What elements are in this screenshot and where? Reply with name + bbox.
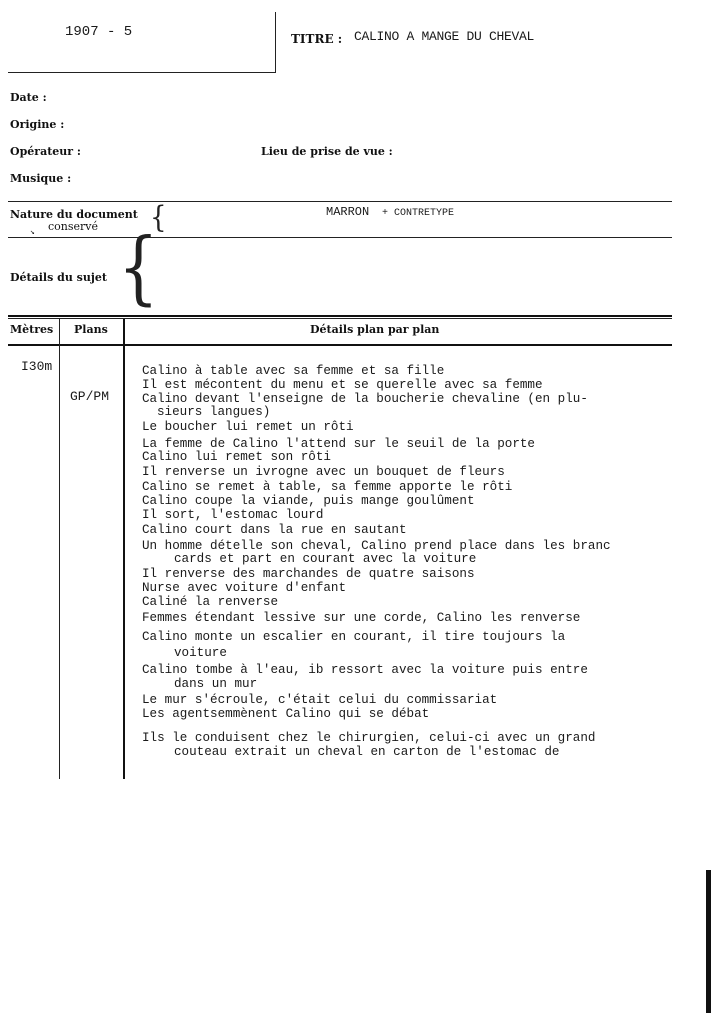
detail-line: Il est mécontent du menu et se querelle avec sa femme xyxy=(142,378,543,392)
col-header-plans: Plans xyxy=(74,323,108,336)
detail-line: Nurse avec voiture d'enfant xyxy=(142,581,347,595)
col-separator-metres xyxy=(59,319,60,779)
header-box-bottom-border xyxy=(8,72,276,73)
nature-value: MARRON xyxy=(326,205,370,219)
col-header-metres: Mètres xyxy=(10,323,54,336)
detail-line: Caliné la renverse xyxy=(142,595,279,609)
plans-value: GP/PM xyxy=(70,389,110,404)
col-header-details: Détails plan par plan xyxy=(310,323,440,336)
detail-line: Calino tombe à l'eau, ib ressort avec la voiture puis entre xyxy=(142,663,588,677)
detail-line: Il renverse des marchandes de quatre saisons xyxy=(142,567,475,581)
nature-label-line2: conservé xyxy=(48,220,99,233)
details-sujet-label: Détails du sujet xyxy=(10,271,107,284)
header-box-right-border xyxy=(275,12,276,72)
detail-line: Ils le conduisent chez le chirurgien, celui-ci avec un grand xyxy=(142,731,596,745)
nature-label-line1: Nature du document xyxy=(10,208,138,221)
pointer-mark-icon: ↘ xyxy=(30,227,35,236)
detail-line: Femmes étendant lessive sur une corde, Calino les renverse xyxy=(142,611,581,625)
detail-line: La femme de Calino l'attend sur le seuil de la porte xyxy=(142,437,535,451)
table-header-rule xyxy=(8,344,672,346)
detail-line: Il sort, l'estomac lourd xyxy=(142,508,324,522)
detail-line: couteau extrait un cheval en carton de l'estomac de xyxy=(174,745,560,759)
musique-label: Musique : xyxy=(10,172,72,185)
details-sujet-brace-icon: { xyxy=(118,221,159,315)
titre-value: CALINO A MANGE DU CHEVAL xyxy=(354,29,535,44)
detail-line: Un homme dételle son cheval, Calino prend place dans les branc xyxy=(142,539,611,553)
lieu-label: Lieu de prise de vue : xyxy=(261,145,393,158)
detail-line: cards et part en courant avec la voiture xyxy=(174,552,477,566)
date-label: Date : xyxy=(10,91,47,104)
metres-value: I30m xyxy=(21,359,53,374)
detail-line: dans un mur xyxy=(174,677,258,691)
detail-line: Calino court dans la rue en sautant xyxy=(142,523,407,537)
scan-edge-shadow xyxy=(706,870,711,1013)
origine-label: Origine : xyxy=(10,118,65,131)
divider-above-nature xyxy=(8,201,672,202)
detail-line: Calino lui remet son rôti xyxy=(142,450,331,464)
divider-below-nature xyxy=(8,237,672,238)
detail-line: Calino devant l'enseigne de la boucherie chevaline (en plu- xyxy=(142,392,588,406)
detail-line: Le mur s'écroule, c'était celui du commissariat xyxy=(142,693,498,707)
detail-line: sieurs langues) xyxy=(157,405,271,419)
detail-line: Le boucher lui remet un rôti xyxy=(142,420,354,434)
operateur-label: Opérateur : xyxy=(10,145,81,158)
detail-line: Il renverse un ivrogne avec un bouquet de fleurs xyxy=(142,465,505,479)
document-reference: 1907 - 5 xyxy=(65,24,133,40)
detail-line: Calino coupe la viande, puis mange goulûment xyxy=(142,494,475,508)
detail-line: voiture xyxy=(174,646,227,660)
table-top-rule xyxy=(8,315,672,317)
col-separator-plans xyxy=(123,319,125,779)
detail-line: Les agentsemmènent Calino qui se débat xyxy=(142,707,430,721)
table-top-rule-secondary xyxy=(8,318,672,319)
nature-brace-icon: { xyxy=(150,200,167,236)
titre-label: TITRE : xyxy=(291,32,343,46)
nature-value-extra: + CONTRETYPE xyxy=(382,208,455,219)
detail-line: Calino à table avec sa femme et sa fille xyxy=(142,364,445,378)
detail-line: Calino se remet à table, sa femme apporte le rôti xyxy=(142,480,513,494)
detail-line: Calino monte un escalier en courant, il tire toujours la xyxy=(142,630,566,644)
